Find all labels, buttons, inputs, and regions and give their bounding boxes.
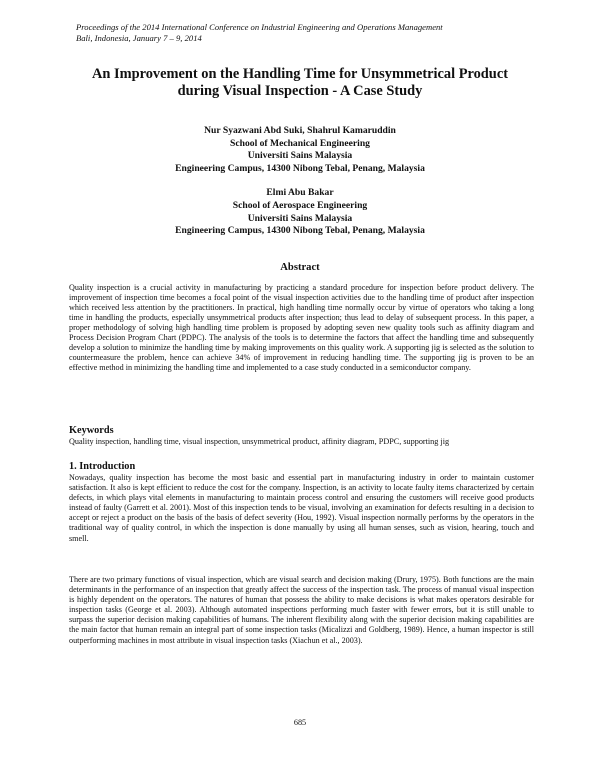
author-group-2 — [60, 187, 540, 237]
author-department: School of Mechanical Engineering — [230, 137, 370, 149]
author-address: Engineering Campus, 14300 Nibong Tebal, Penang, Malaysia — [175, 225, 425, 237]
author-group-1 — [60, 125, 540, 175]
introduction-paragraph-1: Nowadays, quality inspection has become the most basic and essential part in manufacturing industry in order to maintain customer satisfaction. It also is kept efficient to reduce the cost for the company. Inspection, is an activity to locate faulty items characterized by certain defects, in which plays vital elements in manufacturing to maintain process control and ensuring the customers will receive good products instead of faulty (Garrett et al. 2001). Most of this inspection tends to be visual, involving an examination for defects resulting in a decision to accept or reject a product on the basis of the basis of defect severity (Hou, 1992). Visual inspection normally performs by the operators in the traditional way of quality control, in which the inspection is done manually by using all human senses, such as vision, hearing, touch and smell. — [69, 473, 534, 543]
author-department: School of Aerospace Engineering — [232, 199, 368, 211]
paper-title — [60, 66, 540, 100]
author-block — [60, 125, 540, 238]
header-line-location: Bali, Indonesia, January 7 – 9, 2014 — [76, 33, 202, 43]
introduction-paragraph-2: There are two primary functions of visual inspection, which are visual search and decision making (Drury, 1975). Both functions are the main determinants in the performance of an inspection that greatly affect the success of the inspection task. The process of manual visual inspection is highly dependent on the operators. The natures of human that possess the ability to make decisions is what makes operators desirable for inspection tasks (George et al. 2003). Although automated inspections performing much faster with fewer errors, but it is still unable to surpass the superior decision making capabilities of humans. The inherent flexibility along with the superior decision making capabilities are the main factor that human remain an integral part of some inspection tasks (Micalizzi and Goldberg, 1989). Hence, a human inspector is still outperforming machines in most attribute in visual inspection tasks (Xiachun et al., 2003). — [69, 575, 534, 645]
author-names: Nur Syazwani Abd Suki, Shahrul Kamaruddin — [204, 125, 396, 136]
title-line-1: An Improvement on the Handling Time for Unsymmetrical Product — [92, 66, 508, 82]
header-line-proceedings: Proceedings of the 2014 International Conference on Industrial Engineering and Operations Management — [76, 22, 443, 32]
author-names: Elmi Abu Bakar — [266, 187, 334, 199]
page-number: 685 — [293, 718, 307, 727]
author-university: Universiti Sains Malaysia — [247, 150, 353, 162]
conference-header — [76, 22, 536, 44]
abstract-heading: Abstract — [280, 262, 320, 273]
keywords-text: Quality inspection, handling time, visual inspection, unsymmetrical product, affinity diagram, PDPC, supporting jig — [69, 437, 450, 446]
author-address: Engineering Campus, 14300 Nibong Tebal, Penang, Malaysia — [175, 162, 425, 174]
keywords-heading: Keywords — [69, 425, 114, 436]
abstract-text: Quality inspection is a crucial activity in manufacturing by practicing a standard procedure for inspection before product delivery. The improvement of inspection time becomes a focal point of the visual inspection activities due to the handling time of product after inspection which received less attention by the practitioners. In practical, high handling time normally occur by virtue of operators who taking a long time in handling the products, especially unsymmetrical products after inspection; thus lead to delay of subsequent process. In this paper, a proper methodology of solving high handling time problem is proposed by adopting seven new quality tools such as affinity diagram and Process Decision Program Chart (PDPC). The analysis of the tools is to determine the factors that affect the handling time and subsequently develop a solution to minimize the handling time by making improvements on this quality work. A supporting jig is selected as the solution to countermeasure the problem, hence can achieve 34% of improvement in reducing handling time. The supporting jig is proven to be an effective method in minimizing the handling time and implemented to a case study conducted in a semiconductor company. — [69, 283, 534, 373]
introduction-heading: 1. Introduction — [69, 461, 136, 472]
author-university: Universiti Sains Malaysia — [247, 212, 353, 224]
title-line-2: during Visual Inspection - A Case Study — [177, 83, 423, 99]
